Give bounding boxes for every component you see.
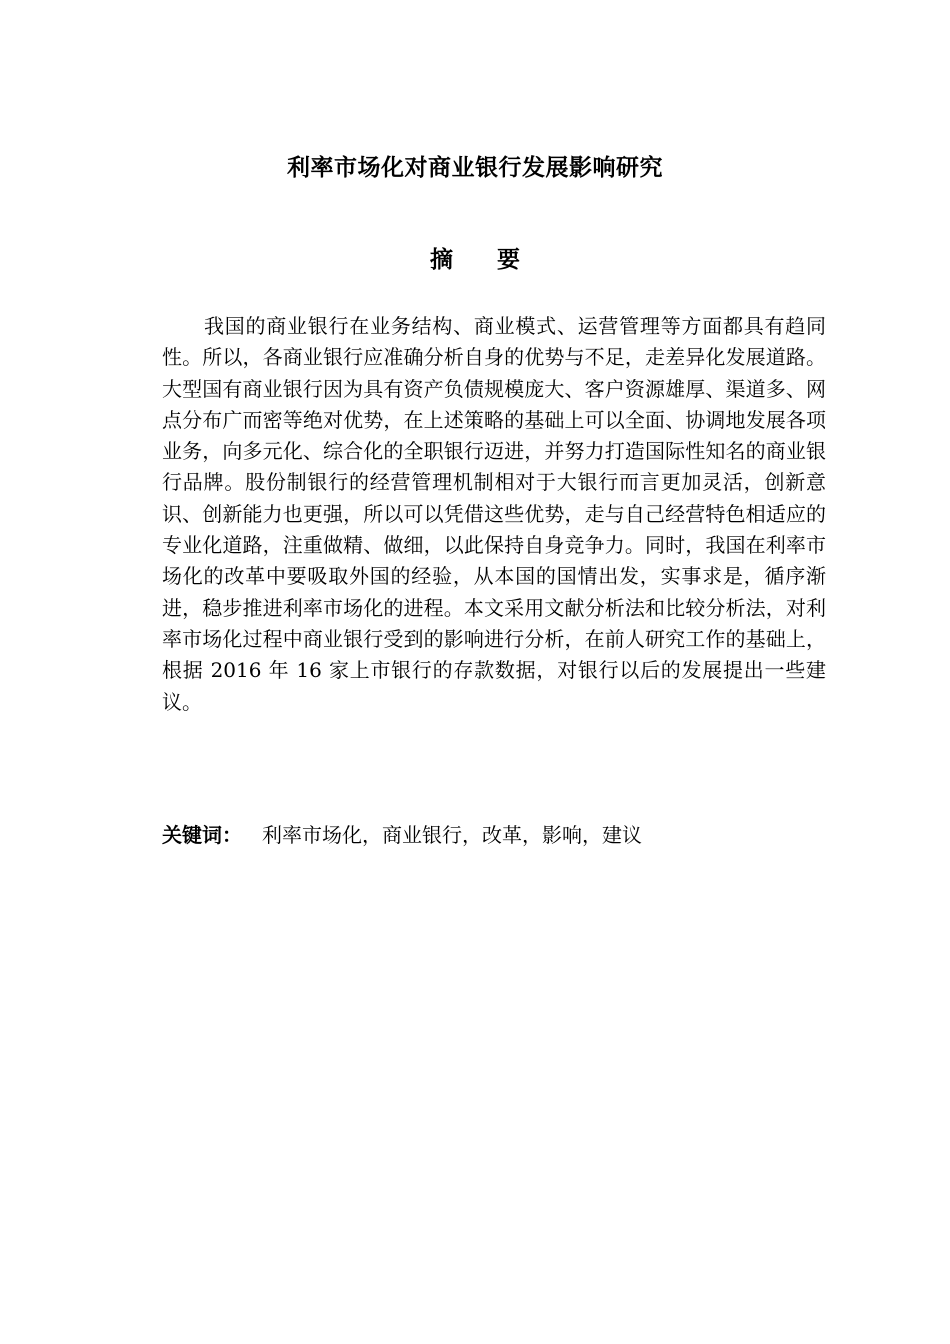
abstract-body: 我国的商业银行在业务结构、商业模式、运营管理等方面都具有趋同性。所以，各商业银行应准确分析自身的优势与不足，走差异化发展道路。大型国有商业银行因为具有资产负债规模庞大、客户资源雄厚、渠道多、网点分布广而密等绝对优势，在上述策略的基础上可以全面、协调地发展各项业务，向多元化、综合化的全职银行迈进，并努力打造国际性知名的商业银行品牌。股份制银行的经营管理机制相对于大银行而言更加灵活，创新意识、创新能力也更强，所以可以凭借这些优势，走与自己经营特色相适应的专业化道路，注重做精、做细，以此保持自身竞争力。同时，我国在利率市场化的改革中要吸取外国的经验，从本国的国情出发，实事求是，循序渐进，稳步推进利率市场化的进程。本文采用文献分析法和比较分析法，对利率市场化过程中商业银行受到的影响进行分析，在前人研究工作的基础上，根据 2016 年 16 家上市银行的存款数据，对银行以后的发展提出一些建议。 xyxy=(162,314,826,714)
keywords-text: 利率市场化，商业银行，改革，影响，建议 xyxy=(262,823,642,847)
paper-title: 利率市场化对商业银行发展影响研究 xyxy=(287,155,663,181)
keywords-line xyxy=(162,820,826,851)
keywords-label: 关键词： xyxy=(162,823,242,847)
abstract-heading: 摘要 xyxy=(430,247,564,273)
